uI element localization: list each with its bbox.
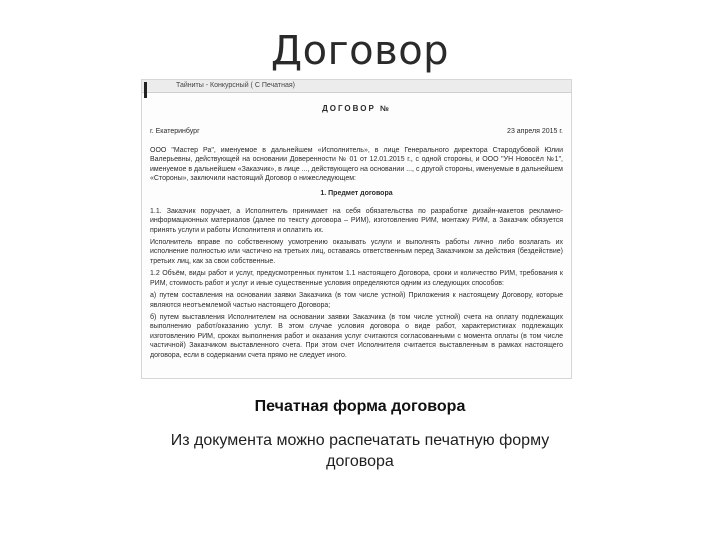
document-paragraph-1-1: 1.1. Заказчик поручает, а Исполнитель принимает на себя обязательства по разработке дизайн-макетов рекламно-информационных материалов (далее по тексту договора – РИМ), изготовлению РИМ, монтажу РИМ, а Заказчик обязуется принять услуги и работы Исполнителя и оплатить их. bbox=[150, 207, 563, 234]
document-paragraph-a: а) путем составления на основании заявки Заказчика (в том числе устной) Приложения к настоящему Договору, которые являются неотъемлемой частью настоящего Договора; bbox=[150, 292, 563, 309]
document-window-bar bbox=[142, 80, 571, 93]
document-place-date-row bbox=[150, 127, 563, 136]
window-edge-icon bbox=[144, 82, 147, 93]
document-section-heading: 1. Предмет договора bbox=[320, 190, 393, 198]
document-window-title: Тайниты - Конкурсный ( С Печатная) bbox=[176, 82, 295, 89]
document-heading: ДОГОВОР № bbox=[322, 104, 391, 113]
document-intro-paragraph: ООО "Мастер Ра", именуемое в дальнейшем «Исполнитель», в лице Генерального директора Стародубовой Юлии Валерьевны, действующей на основании Доверенности № 01 от 12.01.2015 г., с одной стороны, и ООО "УН Новосёл №1", именуемое в дальнейшем «Заказчик», в лице ..., действующего на основании ..., с другой стороны, именуемые в дальнейшем «Стороны», заключили настоящий Договор о нижеследующем: bbox=[150, 146, 563, 183]
document-paragraph-1-1b: Исполнитель вправе по собственному усмотрению оказывать услуги и выполнять работы лично либо возлагать их исполнение полностью или частично на третьих лиц, оставаясь ответственным перед Заказчиком за действия (бездействие) третьих лиц, как за свои собственные. bbox=[150, 239, 563, 265]
document-paragraph-1-2: 1.2 Объём, виды работ и услуг, предусмотренных пунктом 1.1 настоящего Договора, сроки и количество РИМ, требования к РИМ, стоимость работ и услуг и иные существенные условия определяются одним из следующих способов: bbox=[150, 270, 563, 287]
document-date: 23 апреля 2015 г. bbox=[507, 128, 563, 136]
caption-heading: Печатная форма договора bbox=[254, 398, 466, 415]
caption-text: Из документа можно распечатать печатную форму договора bbox=[170, 432, 550, 470]
document-paragraph-b: б) путем выставления Исполнителем на основании заявки Заказчика (в том числе устной) счета на оплату подлежащих выполнению работ/оказанию услуг. В этом случае условия договора о виде работ, характеристиках подлежащих изготовлению РИМ, сроках выполнения работ и оказания услуг считаются согласованными с момента оплаты (в том числе частичной) Заказчиком выставленного счета. При этом счет Исполнителя считается выставленным в рамках настоящего договора, если в содержании счета прямо не следует иного. bbox=[150, 313, 563, 359]
slide-title: Договор bbox=[270, 28, 450, 74]
document-body bbox=[142, 104, 571, 360]
document-print-preview bbox=[141, 79, 572, 379]
document-city: г. Екатеринбург bbox=[150, 128, 200, 136]
